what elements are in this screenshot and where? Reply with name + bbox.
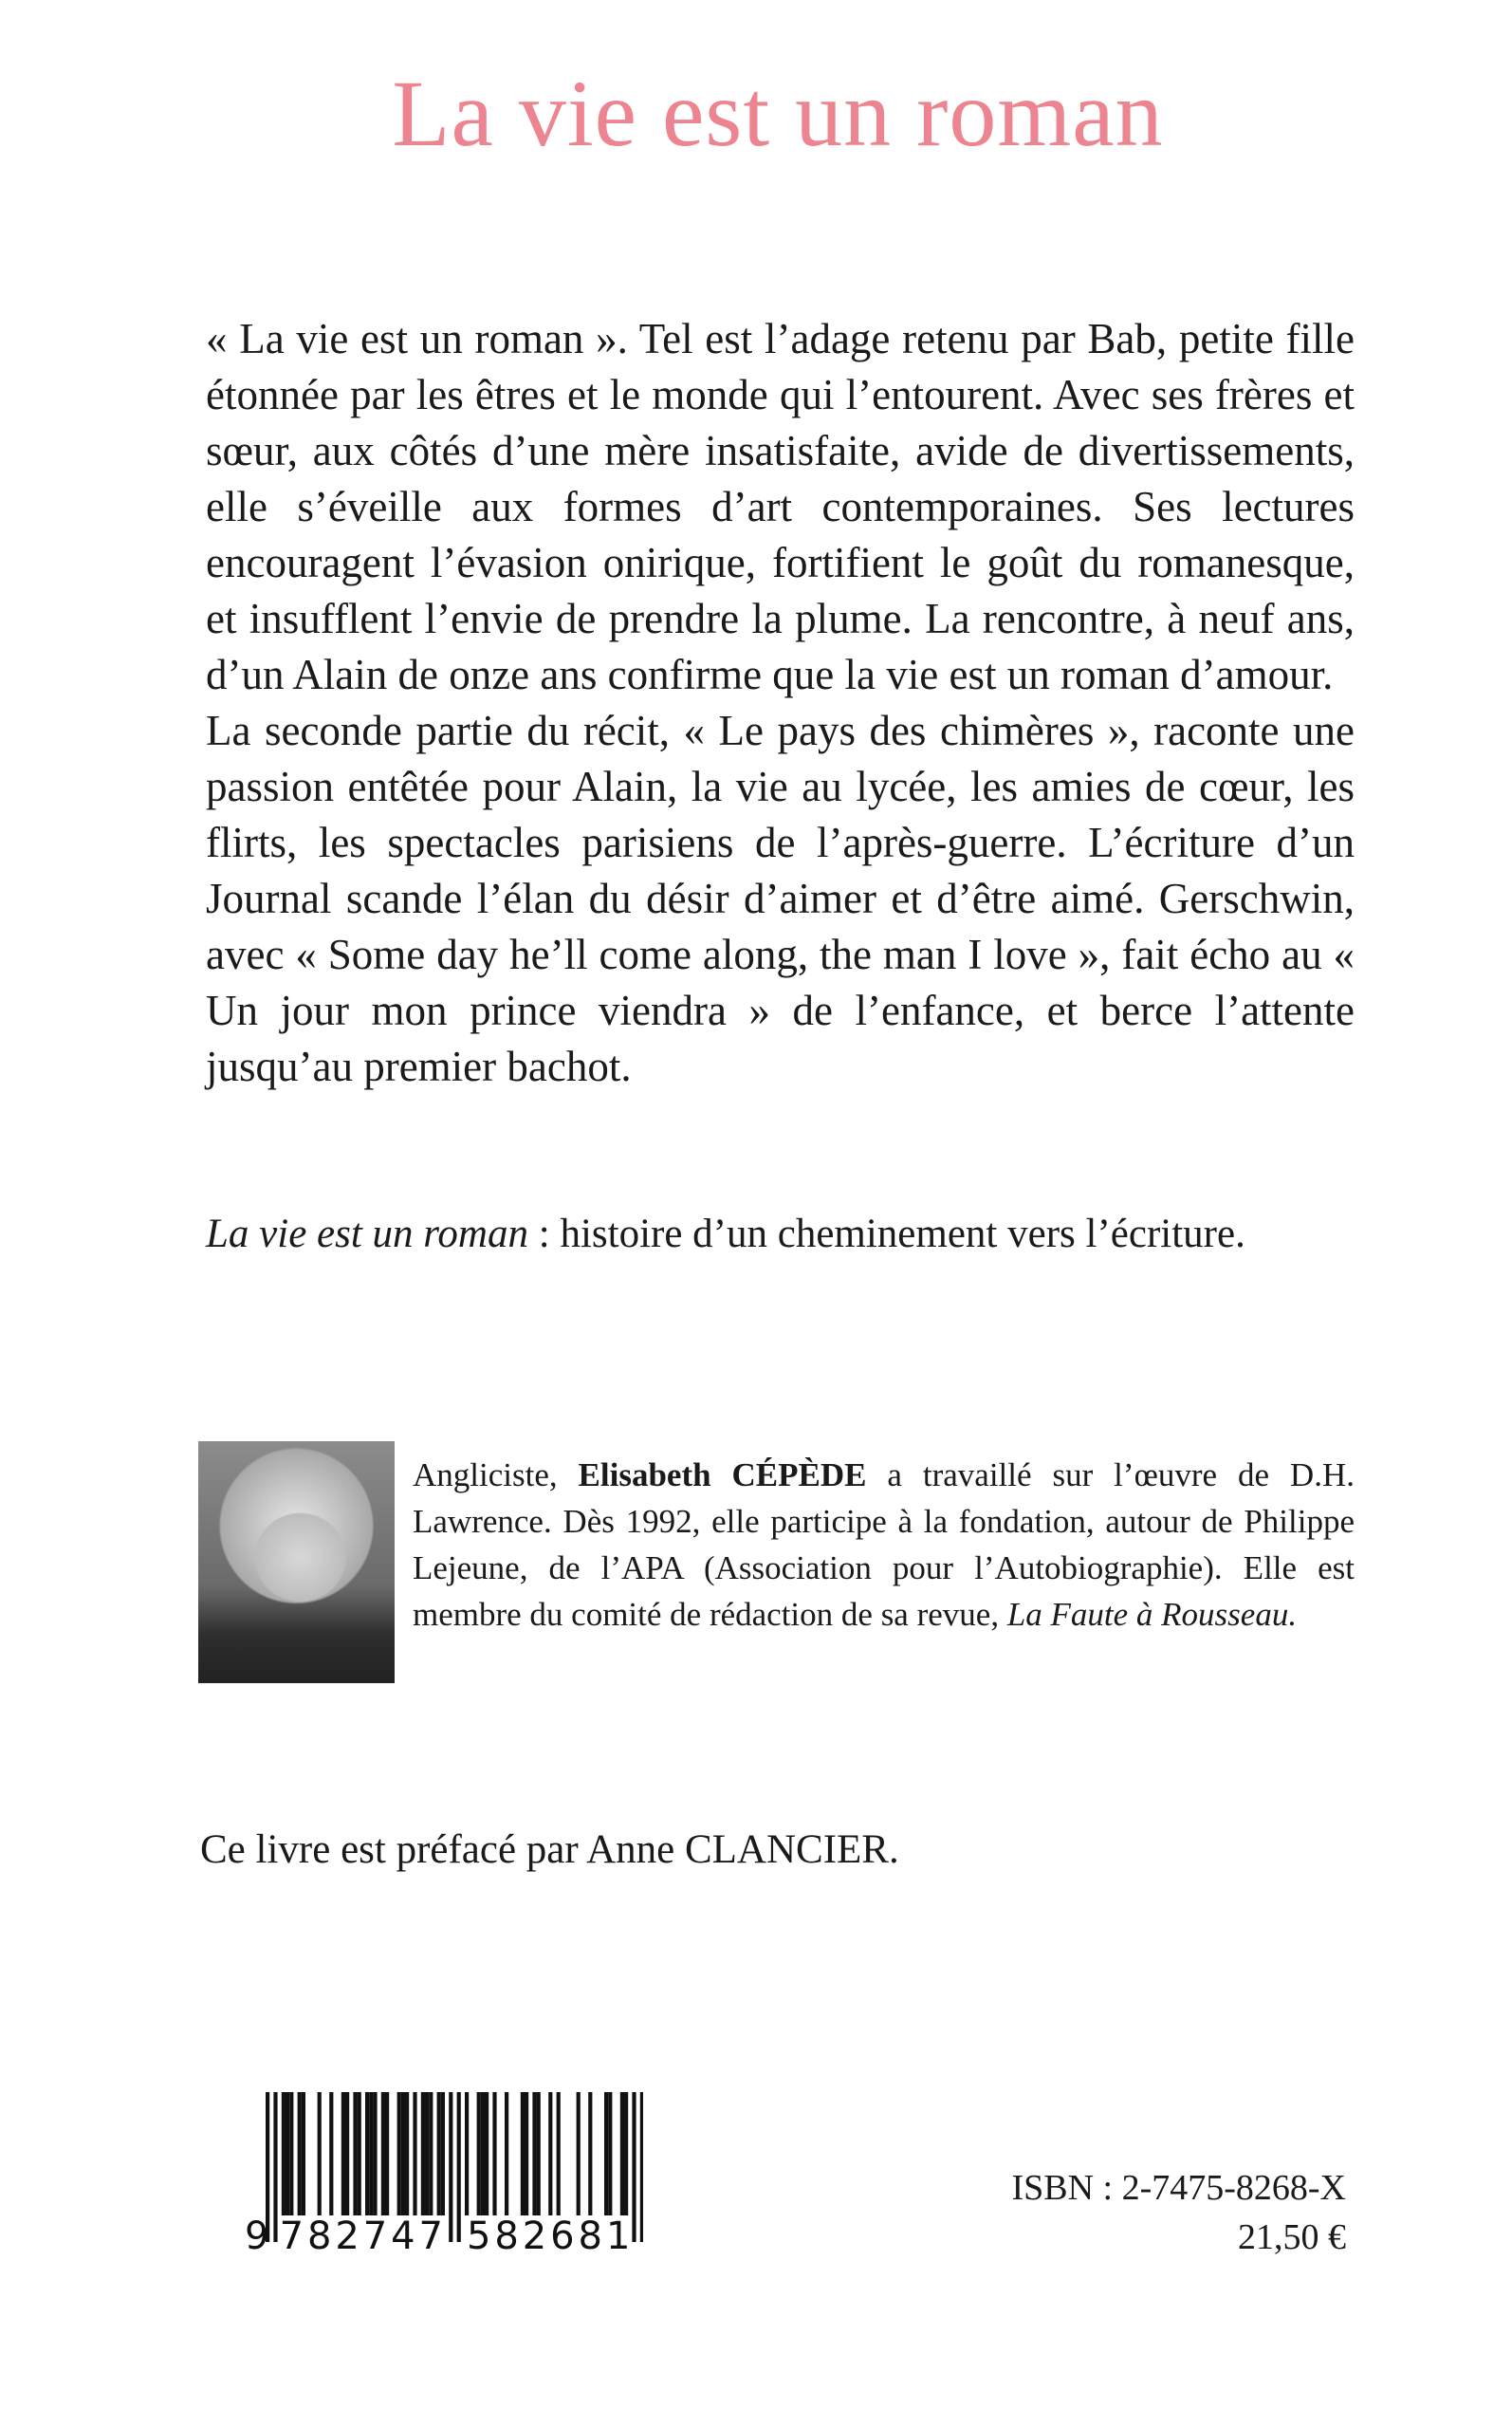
summary-paragraph-2: La seconde partie du récit, « Le pays des chimères », raconte une passion entêtée pour Alain, la vie au lycée, les amies de cœur, les flirts, les spectacles parisiens de l’après-guerre. L’écriture d’un Journal scande l’élan du désir d’aimer et d’être aimé. Gerschwin, avec « Some day he’ll come along, the man I love », fait écho au « Un jour mon prince viendra » de l’enfance, et berce l’attente jusqu’au premier bachot. [206, 707, 1355, 1090]
barcode-bar [425, 2092, 429, 2215]
barcode-bar [485, 2092, 489, 2215]
barcode-bar [577, 2092, 581, 2215]
barcode-bar [457, 2092, 461, 2242]
barcode-bar [282, 2092, 286, 2215]
barcode-bar [525, 2092, 528, 2215]
barcode-digit-first: 9 [245, 2214, 269, 2253]
barcode-bar [302, 2092, 305, 2215]
barcode-bar [421, 2092, 425, 2215]
barcode-bar [298, 2092, 302, 2215]
barcode-bar [289, 2092, 293, 2215]
tagline-text: : histoire d’un cheminement vers l’écriture. [528, 1212, 1245, 1256]
barcode-bar [437, 2092, 441, 2215]
barcode-bar [286, 2092, 289, 2215]
barcode-bar [413, 2092, 416, 2215]
barcode-bar [537, 2092, 541, 2215]
journal-title: La Faute à Rousseau. [1006, 1596, 1298, 1633]
barcode-bar [449, 2092, 452, 2242]
barcode-bar [492, 2092, 496, 2215]
barcode-bar [608, 2092, 612, 2215]
barcode-bar [358, 2092, 361, 2215]
barcode-bar [477, 2092, 481, 2215]
author-name: Elisabeth CÉPÈDE [578, 1456, 867, 1493]
summary-paragraph-1: « La vie est un roman ». Tel est l’adage retenu par Bab, petite fille étonnée par les êtres et le monde qui l’entourent. Avec ses frères et sœur, aux côtés d’une mère insatisfaite, avide de divertissements, elle s’éveille aux formes d’art contemporaines. Ses lectures encouragent l’évasion onirique, fortifient le goût du romanesque, et insufflent l’envie de prendre la plume. La rencontre, à neuf ans, d’un Alain de onze ans confirme que la vie est un roman d’amour. [206, 315, 1355, 698]
barcode-bar [273, 2092, 277, 2242]
barcode-bar [397, 2092, 401, 2215]
barcode-bar [640, 2092, 643, 2242]
book-title: La vie est un roman [392, 61, 1164, 166]
barcode-bar [532, 2092, 536, 2215]
author-photo [198, 1441, 395, 1683]
barcode-bar [385, 2092, 389, 2215]
barcode [245, 2092, 643, 2253]
barcode-bar [620, 2092, 624, 2215]
tagline-title: La vie est un roman [206, 1212, 528, 1256]
barcode-bar [405, 2092, 409, 2215]
barcode-bar [373, 2092, 377, 2215]
barcode-digits-left: 782747 [279, 2214, 443, 2253]
barcode-bar [481, 2092, 485, 2215]
barcode-bar [548, 2092, 552, 2215]
barcode-bar [505, 2092, 508, 2215]
price: 21,50 € [1238, 2217, 1346, 2257]
barcode-bar [381, 2092, 385, 2215]
back-cover-summary [206, 311, 1355, 1095]
bio-lead: Angliciste, [413, 1456, 579, 1493]
isbn-block [1011, 2163, 1346, 2262]
barcode-bar [401, 2092, 405, 2215]
barcode-bar [632, 2092, 636, 2242]
barcode-bar [318, 2092, 322, 2215]
barcode-bar [521, 2092, 525, 2215]
barcode-digits-right: 582681 [467, 2214, 631, 2253]
barcode-bar [588, 2092, 592, 2215]
author-bio [413, 1452, 1355, 1638]
barcode-bar [465, 2092, 469, 2215]
barcode-bar [441, 2092, 445, 2215]
barcode-bar [429, 2092, 433, 2215]
bio-text: a travaillé sur l’œuvre de D.H. Lawrence. Dès 1992, elle participe à la fondation, autour de Philippe Lejeune, de l’APA (Association pour l’Autobiographie). Elle est membre du comité de rédaction de sa revue, [413, 1456, 1355, 1633]
barcode-bar [353, 2092, 357, 2215]
barcode-bar [624, 2092, 628, 2215]
barcode-bar [365, 2092, 369, 2215]
isbn: ISBN : 2-7475-8268-X [1011, 2168, 1346, 2208]
barcode-bar [345, 2092, 349, 2215]
barcode-bar [341, 2092, 345, 2215]
barcode-bar [557, 2092, 561, 2215]
barcode-bar [604, 2092, 608, 2215]
barcode-bar [369, 2092, 373, 2215]
preface-note: Ce livre est préfacé par Anne CLANCIER. [200, 1827, 899, 1872]
barcode-bar [329, 2092, 333, 2215]
tagline [206, 1211, 1245, 1257]
